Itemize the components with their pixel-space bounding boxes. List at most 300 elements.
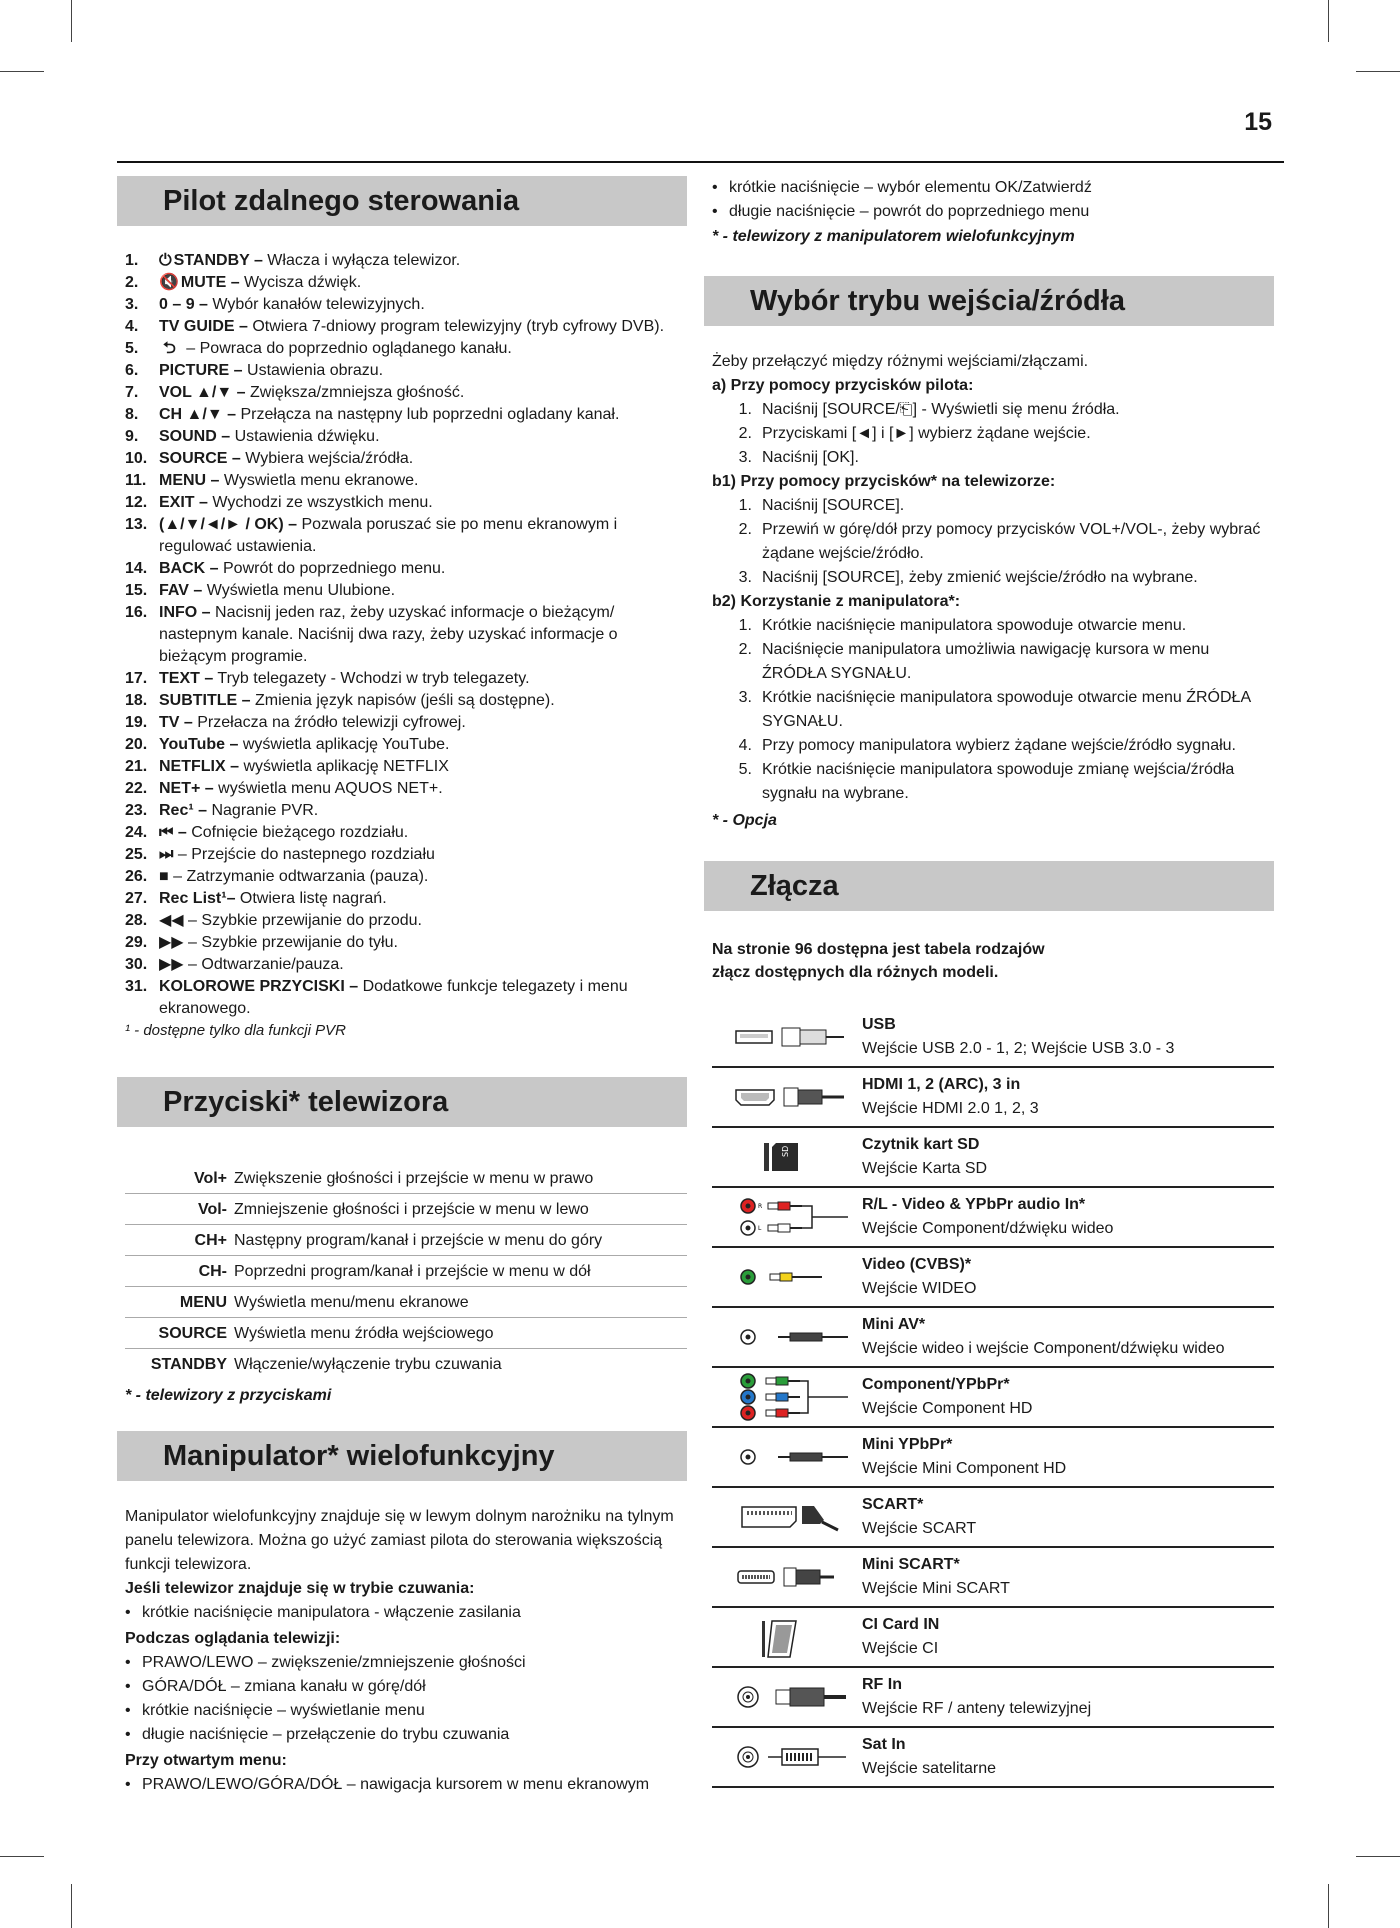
mini-jack-icon xyxy=(712,1427,862,1487)
joystick-note: * - telewizory z manipulatorem wielofunkcyjnym xyxy=(712,228,1075,245)
step-number: 2. xyxy=(738,425,752,442)
item-number: 27. xyxy=(125,890,148,907)
step-number: 1. xyxy=(738,401,752,418)
svg-text:L: L xyxy=(758,1225,762,1232)
key-description: – Zatrzymanie odtwarzania (pauza). xyxy=(168,868,429,885)
key-description: Ustawienia dźwięku. xyxy=(230,428,380,445)
connector-desc: Wejście Mini SCART xyxy=(862,1580,1010,1597)
item-text xyxy=(159,558,687,580)
standby-heading: Jeśli telewizor znajduje się w trybie czuwania: xyxy=(125,1580,475,1597)
connector-row xyxy=(712,1187,1274,1247)
tv-button-key: Vol+ xyxy=(125,1163,234,1194)
connector-title: HDMI 1, 2 (ARC), 3 in xyxy=(862,1076,1021,1093)
step-number: 5. xyxy=(738,761,752,778)
tv-button-desc: Włączenie/wyłączenie trybu czuwania xyxy=(234,1355,502,1373)
step-item xyxy=(712,422,1274,446)
item-number: 20. xyxy=(125,736,148,753)
step-text: Naciśnij [SOURCE], żeby zmienić wejście/źródło na wybrane. xyxy=(762,569,1198,586)
tv-button-key: CH+ xyxy=(125,1225,234,1256)
key-label: MENU – xyxy=(159,472,220,489)
key-label: TV – xyxy=(159,714,193,731)
remote-key-item xyxy=(125,954,687,976)
scart-icon xyxy=(712,1487,862,1547)
remote-key-item xyxy=(125,844,687,866)
sd-card-label: SD xyxy=(781,1145,790,1157)
item-text xyxy=(159,316,687,338)
bullet-item: • krótkie naciśnięcie manipulatora - włączenie zasilania xyxy=(125,1601,687,1625)
connector-title: Czytnik kart SD xyxy=(862,1136,980,1153)
joystick-section-title: Manipulator* wielofunkcyjny xyxy=(117,1431,687,1481)
item-text xyxy=(159,954,687,976)
connector-text xyxy=(862,1487,1274,1547)
item-number: 14. xyxy=(125,560,148,577)
connectors-intro xyxy=(712,938,1274,984)
item-number: 7. xyxy=(125,384,139,401)
item-number: 28. xyxy=(125,912,148,929)
key-description: Wybór kanałów telewizyjnych. xyxy=(207,296,425,313)
connectors-intro-line2: złącz dostępnych dla różnych modeli. xyxy=(712,964,999,981)
bullet-item: • PRAWO/LEWO/GÓRA/DÓŁ – nawigacja kursorem w menu ekranowym xyxy=(125,1773,687,1797)
key-label: ▶▶ xyxy=(159,934,184,951)
key-label: YouTube – xyxy=(159,736,239,753)
item-text xyxy=(159,360,687,382)
remote-key-item xyxy=(125,932,687,954)
menu-list xyxy=(125,1773,687,1797)
sd-card-icon xyxy=(712,1127,862,1187)
connector-desc: Wejście CI xyxy=(862,1640,939,1657)
connector-title: Mini AV* xyxy=(862,1316,926,1333)
item-number: 23. xyxy=(125,802,148,819)
key-label: TEXT – xyxy=(159,670,214,687)
key-label: MUTE – xyxy=(180,274,240,291)
remote-key-item xyxy=(125,360,687,382)
step-number: 4. xyxy=(738,737,752,754)
crop-mark xyxy=(1328,0,1329,42)
item-number: 9. xyxy=(125,428,139,445)
key-description: – Powraca do poprzednio oglądanego kanału. xyxy=(181,340,512,357)
key-description: Wychodzi ze wszystkich menu. xyxy=(207,494,433,511)
step-number: 3. xyxy=(738,689,752,706)
key-label: NETFLIX – xyxy=(159,758,240,775)
item-text xyxy=(159,294,687,316)
step-text: Przyciskami [◄] i [►] wybierz żądane wejście. xyxy=(762,425,1091,442)
item-number: 24. xyxy=(125,824,148,841)
remote-key-item xyxy=(125,514,687,558)
item-text xyxy=(159,844,687,866)
pvr-footnote: ¹ - dostępne tylko dla funkcji PVR xyxy=(125,1022,346,1039)
connector-row xyxy=(712,1307,1274,1367)
remote-key-item xyxy=(125,888,687,910)
source-body xyxy=(712,350,1274,834)
remote-key-item xyxy=(125,910,687,932)
item-text xyxy=(159,338,687,360)
connector-title: CI Card IN xyxy=(862,1616,940,1633)
left-column xyxy=(117,176,687,1797)
connector-row xyxy=(712,1487,1274,1547)
tv-button-desc: Wyświetla menu/menu ekranowe xyxy=(234,1287,687,1318)
item-number: 31. xyxy=(125,978,148,995)
tv-buttons-table xyxy=(125,1163,687,1379)
tv-button-desc: Następny program/kanał i przejście w menu do góry xyxy=(234,1225,687,1256)
connector-text xyxy=(862,1247,1274,1307)
crop-mark xyxy=(1356,1856,1400,1857)
step-text: Przy pomocy manipulatora wybierz żądane wejście/źródło sygnału. xyxy=(762,737,1236,754)
step-item xyxy=(712,446,1274,470)
item-text xyxy=(159,734,687,756)
connector-desc: Wejście WIDEO xyxy=(862,1280,977,1297)
connector-row xyxy=(712,1247,1274,1307)
key-label: ⏮ – xyxy=(159,824,187,841)
key-description: Włacza i wyłącza telewizor. xyxy=(262,252,461,269)
remote-key-item xyxy=(125,272,687,294)
item-text xyxy=(159,800,687,822)
connector-text xyxy=(862,1367,1274,1427)
key-description: Zmienia język napisów (jeśli są dostępne). xyxy=(250,692,555,709)
item-text xyxy=(159,888,687,910)
remote-key-item xyxy=(125,492,687,514)
remote-key-item xyxy=(125,250,687,272)
remote-key-item xyxy=(125,866,687,888)
key-label: Rec¹ – xyxy=(159,802,208,819)
header-rule xyxy=(117,161,1284,163)
remote-key-item xyxy=(125,712,687,734)
mini-scart-icon xyxy=(712,1547,862,1607)
key-label: ▶▶ xyxy=(159,956,184,973)
key-description: Otwiera listę nagrań. xyxy=(235,890,387,907)
key-label: PICTURE – xyxy=(159,362,243,379)
key-description: – Szybkie przewijanie do tyłu. xyxy=(183,934,398,951)
item-text xyxy=(159,426,687,448)
key-label: VOL ▲/▼ – xyxy=(159,384,246,401)
item-number: 1. xyxy=(125,252,139,269)
key-label: ⏭ xyxy=(159,846,174,863)
item-number: 21. xyxy=(125,758,148,775)
remote-key-item xyxy=(125,822,687,844)
watching-heading: Podczas oglądania telewizji: xyxy=(125,1630,341,1647)
step-item xyxy=(712,518,1274,566)
key-label: ■ xyxy=(159,868,169,885)
connector-desc: Wejście Mini Component HD xyxy=(862,1460,1067,1477)
item-number: 22. xyxy=(125,780,148,797)
item-number: 26. xyxy=(125,868,148,885)
key-label: SOURCE – xyxy=(159,450,241,467)
step-text: Krótkie naciśnięcie manipulatora spowoduje otwarcie menu ŹRÓDŁA SYGNAŁU. xyxy=(762,689,1251,730)
crop-mark xyxy=(1356,71,1400,72)
source-a-heading: a) Przy pomocy przycisków pilota: xyxy=(712,377,974,394)
tv-button-key: Vol- xyxy=(125,1194,234,1225)
watching-list xyxy=(125,1651,687,1747)
remote-key-item xyxy=(125,800,687,822)
key-label: NET+ – xyxy=(159,780,214,797)
step-text: Naciśnij [SOURCE]. xyxy=(762,497,905,514)
item-text xyxy=(159,514,687,558)
connector-row xyxy=(712,1607,1274,1667)
tv-button-row xyxy=(125,1225,687,1256)
key-description: Ustawienia obrazu. xyxy=(242,362,384,379)
step-text: Naciśnięcie manipulatora umożliwia nawigację kursora w menu ŹRÓDŁA SYGNAŁU. xyxy=(762,641,1210,682)
item-number: 30. xyxy=(125,956,148,973)
key-label: BACK – xyxy=(159,560,219,577)
connector-row xyxy=(712,1367,1274,1427)
tv-button-row xyxy=(125,1287,687,1318)
connector-text xyxy=(862,1727,1274,1787)
tv-button-row xyxy=(125,1256,687,1287)
connector-row xyxy=(712,1127,1274,1187)
item-number: 19. xyxy=(125,714,148,731)
item-text xyxy=(159,602,687,668)
connector-row xyxy=(712,1547,1274,1607)
item-number: 4. xyxy=(125,318,139,335)
bullet-item: • GÓRA/DÓŁ – zmiana kanału w górę/dół xyxy=(125,1675,687,1699)
connector-title: Mini SCART* xyxy=(862,1556,960,1573)
item-text xyxy=(159,932,687,954)
source-b1-list xyxy=(712,494,1274,590)
standby-list xyxy=(125,1601,687,1625)
connector-title: USB xyxy=(862,1016,896,1033)
step-number: 1. xyxy=(738,497,752,514)
tv-buttons-section-title: Przyciski* telewizora xyxy=(117,1077,687,1127)
key-description: Przełacza na źródło telewizji cyfrowej. xyxy=(192,714,466,731)
power-icon: ⏻ xyxy=(159,252,172,269)
step-text: Przewiń w górę/dół przy pomocy przycisków VOL+/VOL-, żeby wybrać żądane wejście/źródło. xyxy=(762,521,1261,562)
bullet-item: • długie naciśnięcie – przełączenie do trybu czuwania xyxy=(125,1723,687,1747)
connector-desc: Wejście USB 2.0 - 1, 2; Wejście USB 3.0 - 3 xyxy=(862,1040,1175,1057)
source-intro: Żeby przełączyć między różnymi wejściami/złączami. xyxy=(712,353,1089,370)
connectors-section-title: Złącza xyxy=(704,861,1274,911)
key-description: Pozwala poruszać sie po menu ekranowym i regulować ustawienia. xyxy=(159,516,618,555)
step-item xyxy=(712,398,1274,422)
connectors-intro-line1: Na stronie 96 dostępna jest tabela rodzajów xyxy=(712,941,1045,958)
connector-desc: Wejście Component/dźwięku wideo xyxy=(862,1220,1114,1237)
source-a-list xyxy=(712,398,1274,470)
rf-icon xyxy=(712,1667,862,1727)
key-description: Wybiera wejścia/źródła. xyxy=(240,450,414,467)
source-b1-heading: b1) Przy pomocy przycisków* na telewizorze: xyxy=(712,473,1056,490)
connector-text xyxy=(862,1607,1274,1667)
connectors-table xyxy=(712,1008,1274,1788)
key-label: (▲/▼/◄/► / OK) – xyxy=(159,516,298,533)
remote-key-item xyxy=(125,976,687,1020)
tv-button-row xyxy=(125,1349,687,1380)
item-text xyxy=(159,822,687,844)
remote-section-title: Pilot zdalnego sterowania xyxy=(117,176,687,226)
key-label: Rec List¹– xyxy=(159,890,236,907)
connector-title: SCART* xyxy=(862,1496,924,1513)
item-text xyxy=(159,382,687,404)
connector-row xyxy=(712,1427,1274,1487)
connector-text xyxy=(862,1307,1274,1367)
step-text: Naciśnij [OK]. xyxy=(762,449,859,466)
mini-jack-icon xyxy=(712,1307,862,1367)
item-number: 3. xyxy=(125,296,139,313)
connector-row xyxy=(712,1667,1274,1727)
tv-button-desc: Wyświetla menu źródła wejściowego xyxy=(234,1318,687,1349)
step-item xyxy=(712,758,1274,806)
key-description: Cofnięcie bieżącego rozdziału. xyxy=(186,824,409,841)
rca-video-icon xyxy=(712,1247,862,1307)
connector-desc: Wejście HDMI 2.0 1, 2, 3 xyxy=(862,1100,1039,1117)
key-description: Przełącza na następny lub poprzedni ogladany kanał. xyxy=(236,406,620,423)
remote-key-item xyxy=(125,756,687,778)
connector-title: Component/YPbPr* xyxy=(862,1376,1010,1393)
joystick-continued xyxy=(712,176,1274,250)
item-number: 29. xyxy=(125,934,148,951)
key-description: Wyswietla menu ekranowe. xyxy=(219,472,419,489)
item-text xyxy=(159,866,687,888)
remote-key-item xyxy=(125,382,687,404)
step-number: 2. xyxy=(738,521,752,538)
item-text xyxy=(159,778,687,800)
right-column xyxy=(704,176,1274,1788)
return-icon: ⮌ xyxy=(163,340,176,357)
remote-key-item xyxy=(125,690,687,712)
step-number: 3. xyxy=(738,569,752,586)
key-label: CH ▲/▼ – xyxy=(159,406,237,423)
joystick-intro: Manipulator wielofunkcyjny znajduje się w lewym dolnym narożniku na tylnym panelu telewizora. Można go użyć zamiast pilota do sterowania większością funkcji telewizora. xyxy=(125,1508,674,1573)
connector-desc: Wejście Karta SD xyxy=(862,1160,988,1177)
rca-audio-icon xyxy=(712,1187,862,1247)
item-text xyxy=(159,250,687,272)
item-number: 15. xyxy=(125,582,148,599)
step-item xyxy=(712,638,1274,686)
step-item xyxy=(712,686,1274,734)
remote-key-item xyxy=(125,448,687,470)
remote-key-item xyxy=(125,426,687,448)
step-item xyxy=(712,614,1274,638)
connector-row xyxy=(712,1008,1274,1067)
crop-mark xyxy=(71,1884,72,1928)
crop-mark xyxy=(71,0,72,42)
key-label: STANDBY – xyxy=(173,252,263,269)
step-item xyxy=(712,734,1274,758)
key-label: KOLOROWE PRZYCISKI – xyxy=(159,978,359,995)
connector-row xyxy=(712,1727,1274,1787)
connector-title: Mini YPbPr* xyxy=(862,1436,953,1453)
source-b2-list xyxy=(712,614,1274,806)
item-number: 12. xyxy=(125,494,148,511)
key-label: 0 – 9 – xyxy=(159,296,208,313)
key-label: ◀◀ xyxy=(159,912,184,929)
connector-text xyxy=(862,1187,1274,1247)
step-text: Naciśnij [SOURCE/⎗] - Wyświetli się menu źródła. xyxy=(762,401,1120,418)
item-text xyxy=(159,470,687,492)
item-text xyxy=(159,690,687,712)
item-text xyxy=(159,492,687,514)
connector-title: Sat In xyxy=(862,1736,906,1753)
bullet-item: • krótkie naciśnięcie – wybór elementu OK/Zatwierdź xyxy=(712,176,1274,200)
key-label: SUBTITLE – xyxy=(159,692,251,709)
bullet-item: • PRAWO/LEWO – zwiększenie/zmniejszenie głośności xyxy=(125,1651,687,1675)
key-description: Otwiera 7-dniowy program telewizyjny (tryb cyfrowy DVB). xyxy=(247,318,665,335)
page-number: 15 xyxy=(1244,108,1272,136)
item-text xyxy=(159,448,687,470)
connector-text xyxy=(862,1427,1274,1487)
item-text xyxy=(159,976,687,1020)
key-label: EXIT – xyxy=(159,494,208,511)
step-item xyxy=(712,494,1274,518)
connector-text xyxy=(862,1547,1274,1607)
key-label: TV GUIDE – xyxy=(159,318,248,335)
component-icon xyxy=(712,1367,862,1427)
key-label: INFO – xyxy=(159,604,211,621)
key-description: Dodatkowe funkcje telegazety i menu ekranowego. xyxy=(159,978,628,1017)
key-description: Powrót do poprzedniego menu. xyxy=(218,560,446,577)
tv-buttons-note: * - telewizory z przyciskami xyxy=(125,1387,332,1404)
remote-key-item xyxy=(125,294,687,316)
step-item xyxy=(712,566,1274,590)
remote-key-item xyxy=(125,316,687,338)
tv-button-desc: Poprzedni program/kanał i przejście w menu w dół xyxy=(234,1256,687,1287)
item-number: 17. xyxy=(125,670,148,687)
remote-key-item xyxy=(125,338,687,360)
item-text xyxy=(159,404,687,426)
item-number: 13. xyxy=(125,516,148,533)
sat-icon xyxy=(712,1727,862,1787)
key-description: Wyświetla menu Ulubione. xyxy=(202,582,396,599)
item-number: 6. xyxy=(125,362,139,379)
usb-icon xyxy=(712,1008,862,1067)
connector-text xyxy=(862,1067,1274,1127)
key-description: Wycisza dźwięk. xyxy=(239,274,362,291)
remote-key-item xyxy=(125,668,687,690)
item-number: 18. xyxy=(125,692,148,709)
crop-mark xyxy=(0,71,44,72)
hdmi-icon xyxy=(712,1067,862,1127)
connector-desc: Wejście RF / anteny telewizyjnej xyxy=(862,1700,1092,1717)
joystick-body xyxy=(125,1505,687,1797)
bullet-item: • długie naciśnięcie – powrót do poprzedniego menu xyxy=(712,200,1274,224)
remote-key-item xyxy=(125,602,687,668)
item-number: 5. xyxy=(125,340,139,357)
tv-button-desc: Zmniejszenie głośności i przejście w menu w lewo xyxy=(234,1194,687,1225)
remote-key-item xyxy=(125,404,687,426)
remote-key-item xyxy=(125,734,687,756)
tv-button-row xyxy=(125,1194,687,1225)
remote-key-list xyxy=(125,250,687,1020)
svg-text:R: R xyxy=(758,1203,763,1210)
item-number: 10. xyxy=(125,450,148,467)
key-description: Tryb telegazety - Wchodzi w tryb telegazety. xyxy=(213,670,530,687)
key-description: Nacisnij jeden raz, żeby uzyskać informacje o bieżącym/ nastepnym kanale. Naciśnij dwa razy, żeby uzyskać informacje o bieżącym programie. xyxy=(159,604,618,665)
connector-desc: Wejście Component HD xyxy=(862,1400,1033,1417)
item-text xyxy=(159,712,687,734)
connector-title: Video (CVBS)* xyxy=(862,1256,972,1273)
step-text: Krótkie naciśnięcie manipulatora spowoduje zmianę wejścia/źródła sygnału na wybrane. xyxy=(762,761,1235,802)
remote-key-item xyxy=(125,470,687,492)
key-label: FAV – xyxy=(159,582,203,599)
crop-mark xyxy=(1328,1884,1329,1928)
connector-desc: Wejście satelitarne xyxy=(862,1760,996,1777)
item-text xyxy=(159,910,687,932)
source-note: * - Opcja xyxy=(712,812,777,829)
item-text xyxy=(159,580,687,602)
item-text xyxy=(159,756,687,778)
mute-icon: 🔇 xyxy=(159,274,179,291)
menu-heading: Przy otwartym menu: xyxy=(125,1752,287,1769)
connector-title: R/L - Video & YPbPr audio In* xyxy=(862,1196,1086,1213)
tv-button-desc: Zwiększenie głośności i przejście w menu w prawo xyxy=(234,1163,687,1194)
item-number: 2. xyxy=(125,274,139,291)
remote-key-item xyxy=(125,778,687,800)
remote-key-item xyxy=(125,580,687,602)
key-description: wyświetla aplikację YouTube. xyxy=(238,736,450,753)
key-description: wyświetla aplikację NETFLIX xyxy=(239,758,449,775)
step-number: 3. xyxy=(738,449,752,466)
tv-button-row xyxy=(125,1318,687,1349)
item-number: 8. xyxy=(125,406,139,423)
source-b2-heading: b2) Korzystanie z manipulatora*: xyxy=(712,593,961,610)
key-label: SOUND – xyxy=(159,428,231,445)
